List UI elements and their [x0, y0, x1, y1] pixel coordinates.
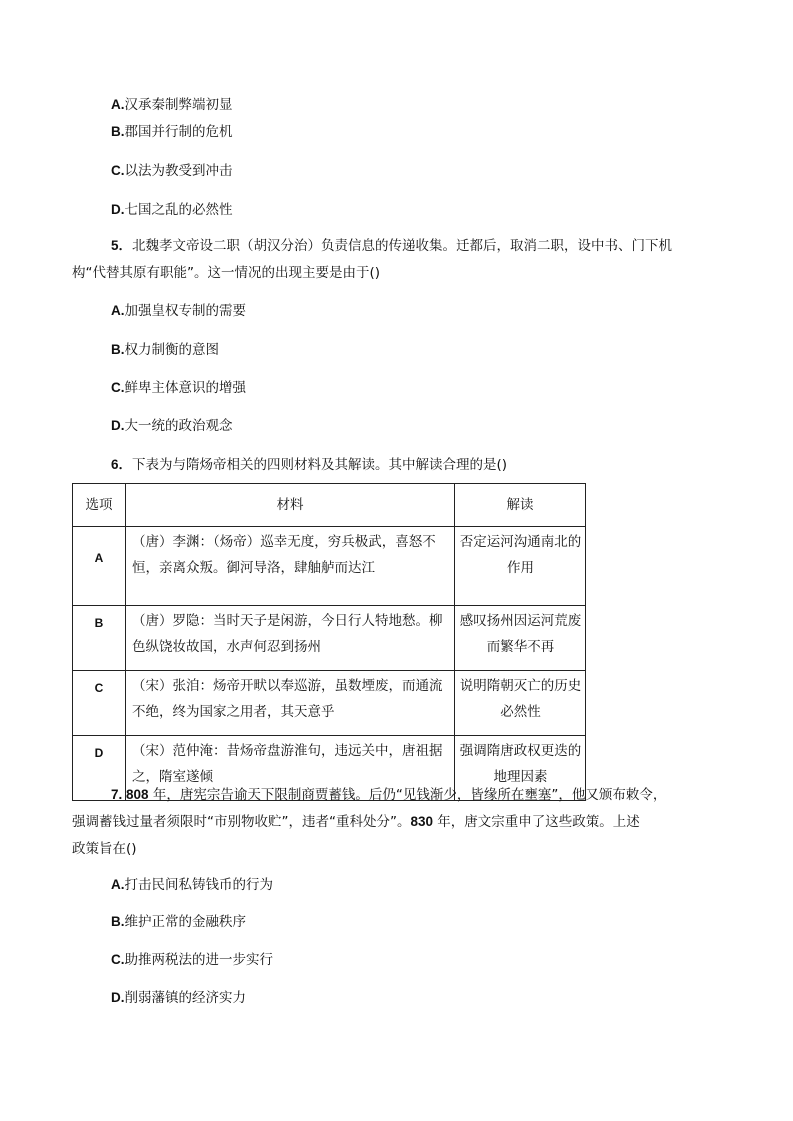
q7-option-d [111, 989, 246, 1007]
option-label: A. [111, 303, 125, 318]
material-line: 恒，亲离众叛。御河导洛，肆舳舻而达江 [132, 560, 375, 576]
q6-materials-table [72, 483, 586, 801]
interpretation-line: 而繁华不再 [486, 639, 555, 655]
q7-stem-line-1 [111, 786, 666, 804]
header-interpretation: 解读 [455, 484, 586, 527]
q7-option-b [111, 913, 246, 931]
row-option: C [73, 671, 126, 736]
year-number: 830 [410, 814, 434, 829]
material-line: 不绝，终为国家之用者，其天意乎 [132, 704, 335, 720]
row-option: B [73, 606, 126, 671]
interpretation-line: 必然性 [500, 704, 541, 720]
q7-option-c [111, 951, 273, 969]
table-header-row [73, 484, 586, 527]
row-option: A [73, 527, 126, 606]
question-number: 6． [111, 457, 133, 472]
row-option: D [73, 736, 126, 801]
option-text: 打击民间私铸钱币的行为 [124, 877, 273, 893]
option-text: 权力制衡的意图 [124, 342, 219, 358]
table-row [73, 527, 586, 606]
row-interpretation [455, 671, 586, 736]
row-interpretation [455, 606, 586, 671]
question-number: 7. 808 [111, 787, 149, 802]
q5-stem-line-1 [111, 237, 672, 255]
option-text: 鲜卑主体意识的增强 [124, 380, 246, 396]
question-number: 5． [111, 238, 133, 253]
option-text: 加强皇权专制的需要 [124, 303, 246, 319]
header-material: 材料 [126, 484, 455, 527]
interpretation-line: 说明隋朝灭亡的历史 [459, 678, 582, 694]
interpretation-line: 作用 [507, 560, 534, 576]
option-label: A. [111, 97, 125, 112]
interpretation-line: 感叹扬州因运河荒废 [459, 613, 582, 629]
question-text: 强调蓄钱过量者须限时“市别物收贮”，违者“重科处分”。 [72, 814, 411, 830]
option-label: D. [111, 418, 125, 433]
material-line: 色纵饶妆故国，水声何忍到扬州 [132, 639, 321, 655]
question-text: 下表为与隋炀帝相关的四则材料及其解读。其中解读合理的是() [132, 457, 508, 473]
table-row [73, 606, 586, 671]
q7-stem-line-2 [72, 813, 640, 831]
q5-stem-line-2: 构“代替其原有职能”。这一情况的出现主要是由于() [72, 265, 381, 281]
option-label: B. [111, 914, 125, 929]
material-line: （唐）罗隐：当时天子是闲游，今日行人特地愁。柳 [132, 613, 443, 629]
option-text: 郡国并行制的危机 [124, 124, 233, 140]
option-label: C. [111, 163, 125, 178]
option-label: D. [111, 202, 125, 217]
q5-option-b [111, 341, 219, 359]
interpretation-line: 否定运河沟通南北的 [459, 534, 582, 550]
q7-stem-line-3: 政策旨在() [72, 841, 137, 857]
q6-stem [111, 456, 507, 474]
question-text: 年，唐宪宗告谕天下限制商贾蓄钱。后仍“见钱渐少，皆缘所在壅塞”，他又颁布敕令， [148, 787, 667, 803]
option-text: 维护正常的金融秩序 [124, 914, 246, 930]
table-row [73, 671, 586, 736]
material-line: （宋）张洎：炀帝开畎以奉巡游，虽数堙废，而通流 [132, 678, 443, 694]
question-text: 北魏孝文帝设二职（胡汉分治）负责信息的传递收集。迁都后，取消二职，设中书、门下机 [132, 238, 673, 254]
q4-option-b [111, 123, 233, 141]
material-line: 之，隋室遂倾 [132, 769, 213, 785]
q7-option-a [111, 876, 273, 894]
row-material [126, 671, 455, 736]
option-label: C. [111, 952, 125, 967]
row-interpretation [455, 527, 586, 606]
material-line: （唐）李渊：（炀帝）巡幸无度，穷兵极武，喜怒不 [132, 534, 436, 550]
option-label: D. [111, 990, 125, 1005]
q5-option-d [111, 417, 233, 435]
q4-option-c [111, 162, 233, 180]
interpretation-line: 地理因素 [493, 769, 548, 785]
interpretation-line: 强调隋唐政权更迭的 [459, 743, 582, 759]
material-line: （宋）范仲淹：昔炀帝盘游淮句，违远关中，唐祖据 [132, 743, 443, 759]
option-text: 汉承秦制弊端初显 [124, 97, 233, 113]
option-text: 以法为教受到冲击 [124, 163, 233, 179]
option-label: B. [111, 342, 125, 357]
option-text: 助推两税法的进一步实行 [124, 952, 273, 968]
question-text: 年，唐文宗重申了这些政策。上述 [433, 814, 640, 830]
q5-option-c [111, 379, 246, 397]
header-option: 选项 [73, 484, 126, 527]
option-label: C. [111, 380, 125, 395]
option-label: A. [111, 877, 125, 892]
option-text: 七国之乱的必然性 [124, 202, 233, 218]
q4-option-d [111, 201, 233, 219]
row-material [126, 527, 455, 606]
q5-option-a [111, 302, 246, 320]
option-text: 大一统的政治观念 [124, 418, 233, 434]
row-material [126, 606, 455, 671]
option-label: B. [111, 124, 125, 139]
option-text: 削弱藩镇的经济实力 [124, 990, 246, 1006]
q4-option-a [111, 96, 233, 114]
